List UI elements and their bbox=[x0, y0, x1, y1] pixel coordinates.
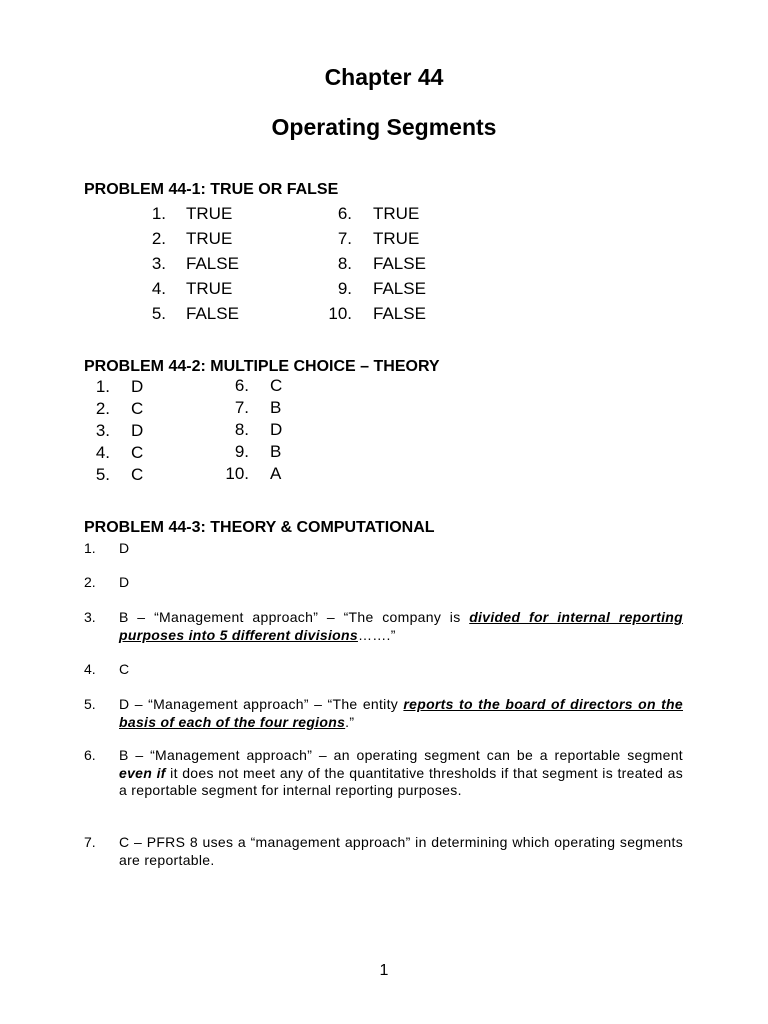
answer-value: C bbox=[270, 376, 283, 395]
answer-value: TRUE bbox=[186, 204, 233, 223]
answer-number: 8. bbox=[337, 254, 352, 273]
answer-number: 1. bbox=[95, 377, 110, 396]
item-text: C bbox=[119, 661, 130, 677]
answer-number: 6. bbox=[337, 204, 352, 223]
answer-value: TRUE bbox=[373, 229, 420, 248]
item-number: 2. bbox=[84, 574, 96, 590]
item-text bbox=[119, 696, 683, 731]
item-text-plain: B – “Management approach” – an operating segment can be a reportable segment bbox=[119, 747, 683, 763]
item-text-plain: it does not meet any of the quantitative thresholds if that segment is treated as a reportable segment for internal reporting purposes. bbox=[119, 764, 684, 798]
answer-value: FALSE bbox=[373, 279, 426, 298]
answer-number: 10. bbox=[328, 304, 352, 323]
answer-number: 2. bbox=[151, 229, 166, 248]
item-number: 5. bbox=[84, 696, 96, 712]
item-text-plain: D – “Management approach” – “The entity bbox=[119, 696, 404, 712]
answer-number: 5. bbox=[95, 465, 110, 484]
item-text: C – PFRS 8 uses a “management approach” in determining which operating segments are reportable. bbox=[119, 834, 683, 868]
answer-number: 9. bbox=[337, 279, 352, 298]
answer-number: 10. bbox=[225, 464, 249, 483]
answer-number: 9. bbox=[234, 442, 249, 461]
answer-value: D bbox=[131, 421, 144, 440]
answer-value: C bbox=[131, 399, 144, 418]
answer-value: C bbox=[131, 443, 144, 462]
answer-value: C bbox=[131, 465, 144, 484]
chapter-subtitle: Operating Segments bbox=[271, 114, 497, 140]
answer-number: 7. bbox=[234, 398, 249, 417]
answer-number: 7. bbox=[337, 229, 352, 248]
item-text-emphasis: divided for internal reporting purposes into 5 different divisions bbox=[119, 609, 683, 643]
answer-value: A bbox=[270, 464, 282, 483]
answer-value: D bbox=[131, 377, 144, 396]
answer-value: FALSE bbox=[373, 304, 426, 323]
answer-value: TRUE bbox=[186, 229, 233, 248]
answer-value: D bbox=[270, 420, 283, 439]
answer-number: 4. bbox=[151, 279, 166, 298]
answer-number: 1. bbox=[151, 204, 166, 223]
answer-number: 3. bbox=[95, 421, 110, 440]
answer-value: B bbox=[270, 442, 282, 461]
item-number: 1. bbox=[84, 540, 96, 556]
problem-2-heading: PROBLEM 44-2: MULTIPLE CHOICE – THEORY bbox=[84, 358, 440, 375]
answer-value: FALSE bbox=[186, 254, 239, 273]
answer-number: 4. bbox=[95, 443, 110, 462]
item-text-plain: …….” bbox=[357, 626, 396, 643]
answer-number: 3. bbox=[151, 254, 166, 273]
item-text-emphasis: even if bbox=[119, 764, 166, 781]
answer-value: B bbox=[270, 398, 282, 417]
answer-value: FALSE bbox=[373, 254, 426, 273]
answer-number: 2. bbox=[95, 399, 110, 418]
item-text-plain: B – “Management approach” – “The company is bbox=[119, 609, 470, 625]
item-text-emphasis: reports to the board of directors on the basis of each of the four regions bbox=[119, 696, 683, 730]
chapter-title: Chapter 44 bbox=[324, 64, 444, 90]
item-number: 4. bbox=[84, 661, 96, 677]
item-text: D bbox=[119, 540, 130, 556]
item-number: 3. bbox=[84, 609, 96, 625]
answer-value: TRUE bbox=[373, 204, 420, 223]
item-text-plain: .” bbox=[345, 713, 355, 730]
item-number: 7. bbox=[84, 834, 96, 850]
answer-number: 6. bbox=[234, 376, 249, 395]
answer-value: FALSE bbox=[186, 304, 239, 323]
item-text bbox=[119, 609, 683, 644]
item-number: 6. bbox=[84, 747, 96, 763]
item-text: D bbox=[119, 574, 130, 590]
problem-3-heading: PROBLEM 44-3: THEORY & COMPUTATIONAL bbox=[84, 519, 435, 536]
item-text bbox=[119, 747, 683, 800]
answer-number: 8. bbox=[234, 420, 249, 439]
problem-1-heading: PROBLEM 44-1: TRUE OR FALSE bbox=[84, 181, 339, 198]
answer-number: 5. bbox=[151, 304, 166, 323]
answer-value: TRUE bbox=[186, 279, 233, 298]
page-number: 1 bbox=[379, 962, 389, 979]
